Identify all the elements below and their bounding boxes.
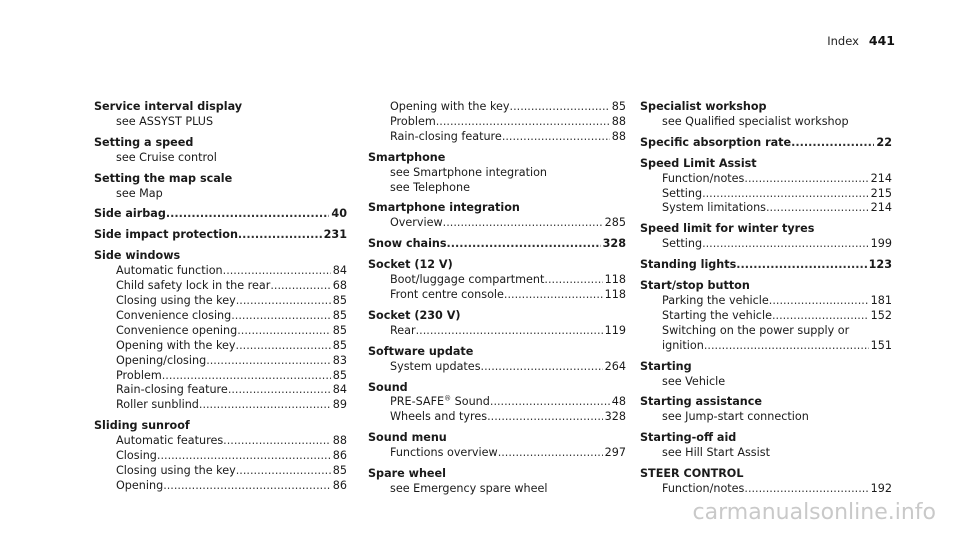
sub-entry-text (116, 383, 228, 398)
sub-entry-page: 85 (332, 338, 347, 352)
sub-entry (94, 115, 347, 130)
sub-entry-text (390, 482, 548, 497)
entry-heading (640, 467, 892, 482)
dot-leader (237, 324, 331, 339)
sub-entry-text (116, 369, 162, 384)
index-entry (640, 258, 892, 273)
dot-leader (510, 100, 610, 115)
sub-entry (94, 369, 347, 384)
entry-heading (640, 136, 892, 151)
dot-leader (766, 201, 869, 216)
sub-entry (640, 375, 892, 390)
entry-heading (94, 136, 347, 151)
entry-heading (640, 258, 892, 273)
entry-page: 123 (868, 258, 892, 272)
index-column-2 (368, 100, 626, 503)
index-entry (94, 249, 347, 413)
entry-title: Speed limit for winter tyres (640, 222, 815, 236)
sub-entry-label: see ASSYST PLUS (116, 114, 214, 128)
entry-title: Setting the map scale (94, 171, 233, 185)
index-entry (368, 258, 626, 303)
sub-entry (94, 294, 347, 309)
sub-entry (640, 172, 892, 187)
sub-entry-text (116, 449, 157, 464)
sub-entry (368, 166, 626, 181)
index-entry (640, 360, 892, 390)
dot-leader (163, 479, 331, 494)
sub-entry-text (662, 446, 770, 461)
sub-entry (640, 410, 892, 425)
sub-entry-label: Closing (116, 449, 157, 463)
sub-entry-label: Closing using the key (116, 293, 236, 307)
entry-page: 328 (602, 237, 626, 251)
entry-title: Standing lights (640, 258, 737, 272)
sub-entry (640, 339, 892, 354)
sub-entry-page: 151 (870, 338, 892, 352)
dot-leader (236, 464, 331, 479)
dot-leader (702, 187, 869, 202)
sub-entry (640, 482, 892, 497)
entry-heading (368, 381, 626, 396)
sub-entry-text (662, 375, 725, 390)
sub-entry-text (390, 273, 544, 288)
sub-entry-label: Setting (662, 186, 703, 200)
index-entry (94, 207, 347, 222)
entry-page: 22 (876, 135, 892, 149)
sub-entry (640, 237, 892, 252)
sub-entry-page: 85 (332, 368, 347, 382)
sub-entry-label: Rain-closing feature (116, 383, 228, 397)
sub-entry-text (662, 237, 702, 252)
sub-entry (94, 264, 347, 279)
entry-heading (368, 151, 626, 166)
sub-entry-label: Switching on the power supply or (662, 323, 850, 337)
dot-leader (199, 398, 331, 413)
sub-entry-text (390, 181, 470, 196)
sub-entry-page: 86 (332, 478, 347, 492)
sub-entry-page: 199 (870, 237, 892, 251)
sub-entry-text (116, 187, 163, 202)
entry-heading (640, 222, 892, 237)
sub-entry-text (116, 279, 270, 294)
entry-heading (368, 431, 626, 446)
sub-entry-label: System limitations (662, 201, 766, 215)
sub-entry (94, 449, 347, 464)
sub-entry-text (116, 434, 223, 449)
sub-entry-text (662, 172, 744, 187)
index-entry (368, 309, 626, 339)
entry-title: Sliding sunroof (94, 419, 190, 433)
index-entry (368, 431, 626, 461)
sub-entry (640, 446, 892, 461)
sub-entry-label: Parking the vehicle (662, 293, 769, 307)
sub-entry-page: 85 (611, 100, 626, 113)
sub-entry (640, 309, 892, 324)
sub-entry-text (116, 479, 163, 494)
index-entry (640, 431, 892, 461)
index-entry (94, 100, 347, 130)
index-entry (368, 345, 626, 375)
sub-entry-page: 89 (332, 398, 347, 412)
sub-entry-text (390, 324, 416, 339)
sub-entry-page: 297 (604, 446, 626, 460)
header-label: Index (827, 34, 859, 48)
index-entry (640, 136, 892, 151)
entry-heading (640, 395, 892, 410)
sub-entry-label: Child safety lock in the rear (116, 279, 271, 293)
dot-leader (447, 237, 601, 252)
dot-leader (481, 360, 603, 375)
sub-entry-page: 84 (332, 264, 347, 278)
sub-entry-text (662, 410, 809, 425)
sub-entry (368, 288, 626, 303)
dot-leader (487, 410, 603, 425)
sub-entry-page: 85 (332, 293, 347, 307)
entry-heading (368, 258, 626, 273)
index-entry (368, 151, 626, 196)
sub-entry-page: 214 (870, 201, 892, 215)
dot-leader (238, 228, 322, 243)
dot-leader (772, 309, 869, 324)
sub-entry-text (662, 482, 744, 497)
sub-entry-page: 214 (870, 171, 892, 185)
entry-title: Side impact protection (94, 228, 238, 242)
dot-leader (490, 395, 610, 410)
sub-entry-text (116, 324, 237, 339)
sub-entry-page: 85 (332, 463, 347, 477)
entry-heading (640, 360, 892, 375)
dot-leader (436, 115, 610, 130)
sub-entry-page: 68 (332, 279, 347, 293)
dot-leader (502, 130, 610, 145)
sub-entry-text (662, 324, 849, 339)
sub-entry-text (390, 166, 547, 181)
sub-entry-page: 48 (611, 395, 626, 409)
sub-entry-text (390, 288, 504, 303)
sub-entry-page: 192 (870, 481, 892, 495)
sub-entry-label-cont: Sound (451, 395, 490, 409)
index-entry (640, 279, 892, 354)
sub-entry-label: PRE-SAFE (390, 395, 445, 409)
sub-entry-text (116, 339, 236, 354)
sub-entry-label: ignition (662, 338, 704, 352)
entry-title: Sound menu (368, 431, 447, 445)
sub-entry (368, 482, 626, 497)
sub-entry (368, 181, 626, 196)
sub-entry-label: Automatic features (116, 434, 224, 448)
index-entry (94, 136, 347, 166)
index-entry (368, 100, 626, 145)
index-entry (94, 172, 347, 202)
index-entry (640, 395, 892, 425)
entry-heading (640, 100, 892, 115)
sub-entry-text (116, 354, 206, 369)
sub-entry-label: see Vehicle (662, 374, 726, 388)
entry-title: Specialist workshop (640, 100, 767, 113)
sub-entry-text (116, 264, 223, 279)
dot-leader (223, 264, 331, 279)
entry-title: Software update (368, 344, 474, 358)
sub-entry-label: Wheels and tyres (390, 410, 488, 424)
sub-entry-text (116, 464, 236, 479)
dot-leader (504, 288, 603, 303)
dot-leader (443, 216, 603, 231)
sub-entry (368, 216, 626, 231)
sub-entry-page: 264 (604, 359, 626, 373)
index-entry (640, 467, 892, 497)
watermark: carmanualsonline.info (692, 500, 936, 525)
sub-entry (94, 383, 347, 398)
dot-leader (166, 207, 330, 222)
sub-entry-text (390, 360, 481, 375)
sub-entry-text (116, 151, 217, 166)
sub-entry-label: Starting the vehicle (662, 308, 772, 322)
sub-entry-label: Function/notes (662, 171, 745, 185)
sub-entry-label: see Smartphone integration (390, 165, 548, 179)
sub-entry-label: Opening with the key (116, 338, 236, 352)
entry-heading (640, 279, 892, 294)
sub-entry-label: Problem (390, 114, 436, 128)
entry-heading (368, 467, 626, 482)
sub-entry-label: Automatic function (116, 264, 223, 278)
sub-entry (368, 410, 626, 425)
dot-leader (236, 294, 331, 309)
entry-title: Smartphone (368, 150, 446, 164)
sub-entry-label: Convenience opening (116, 323, 238, 337)
sub-entry-text (662, 339, 704, 354)
entry-title: Speed Limit Assist (640, 156, 757, 170)
sub-entry-label: Boot/luggage compartment (390, 273, 545, 287)
entry-heading (368, 237, 626, 252)
entry-title: STEER CONTROL (640, 467, 744, 481)
sub-entry-text (662, 294, 769, 309)
index-entry (640, 157, 892, 217)
sub-entry (94, 279, 347, 294)
sub-entry-label: see Emergency spare wheel (390, 481, 548, 495)
dot-leader (704, 339, 869, 354)
sub-entry-text (390, 410, 487, 425)
sub-entry-label: Problem (116, 368, 162, 382)
entry-title: Smartphone integration (368, 201, 520, 215)
sub-entry (368, 100, 626, 115)
sub-entry-page: 85 (332, 323, 347, 337)
entry-page: 231 (323, 228, 347, 242)
dot-leader (236, 339, 331, 354)
sub-entry (94, 464, 347, 479)
page-number: 441 (868, 33, 895, 48)
sub-entry (640, 115, 892, 130)
dot-leader (736, 258, 866, 273)
sub-entry-page: 85 (332, 308, 347, 322)
sub-entry-text (390, 216, 443, 231)
sub-entry (94, 187, 347, 202)
index-entry (640, 222, 892, 252)
index-column-3 (640, 100, 892, 503)
entry-title: Start/stop button (640, 279, 750, 293)
registered-mark: ® (444, 394, 452, 403)
entry-title: Starting assistance (640, 395, 762, 409)
entry-heading (368, 309, 626, 324)
sub-entry-page: 118 (604, 273, 626, 287)
entry-title: Specific absorption rate (640, 135, 792, 149)
sub-entry-text (390, 395, 490, 410)
dot-leader (544, 273, 602, 288)
sub-entry-label: Opening/closing (116, 353, 207, 367)
entry-heading (94, 228, 347, 243)
sub-entry-page: 181 (870, 293, 892, 307)
sub-entry (94, 309, 347, 324)
dot-leader (162, 369, 331, 384)
dot-leader (231, 309, 331, 324)
sub-entry-page: 88 (611, 114, 626, 128)
entry-heading (368, 201, 626, 216)
sub-entry (368, 115, 626, 130)
entry-heading (94, 419, 347, 434)
sub-entry-text (116, 294, 236, 309)
sub-entry-page: 118 (604, 287, 626, 301)
entry-title: Starting-off aid (640, 431, 737, 445)
index-entry (368, 237, 626, 252)
sub-entry (94, 354, 347, 369)
sub-entry-text (390, 446, 498, 461)
sub-entry-text (116, 115, 213, 130)
dot-leader (223, 434, 331, 449)
sub-entry-page: 285 (604, 216, 626, 230)
entry-heading (368, 345, 626, 360)
entry-page: 40 (331, 207, 347, 221)
sub-entry (640, 201, 892, 216)
sub-entry (94, 479, 347, 494)
entry-heading (94, 249, 347, 264)
sub-entry-label: Opening with the key (390, 100, 510, 113)
sub-entry-text (662, 309, 772, 324)
index-entry (368, 201, 626, 231)
sub-entry-label: Convenience closing (116, 308, 232, 322)
entry-title: Socket (12 V) (368, 258, 453, 272)
sub-entry-label: Opening (116, 478, 164, 492)
entry-title: Snow chains (368, 237, 447, 251)
index-entry (94, 419, 347, 494)
sub-entry (94, 398, 347, 413)
dot-leader (157, 449, 331, 464)
entry-heading (94, 207, 347, 222)
sub-entry (368, 324, 626, 339)
sub-entry-label: see Hill Start Assist (662, 446, 770, 460)
dot-leader (769, 294, 869, 309)
entry-title: Spare wheel (368, 467, 446, 481)
sub-entry (640, 187, 892, 202)
sub-entry-label: Overview (390, 216, 443, 230)
sub-entry-text (390, 130, 502, 145)
sub-entry (368, 395, 626, 410)
entry-heading (94, 172, 347, 187)
sub-entry-label: see Jump-start connection (662, 410, 809, 424)
sub-entry-label: see Telephone (390, 180, 470, 194)
sub-entry (94, 324, 347, 339)
sub-entry-label: Rear (390, 323, 416, 337)
sub-entry (640, 324, 892, 339)
sub-entry-label: Front centre console (390, 287, 504, 301)
entry-title: Side windows (94, 249, 181, 263)
dot-leader (206, 354, 331, 369)
sub-entry-text (390, 100, 510, 115)
sub-entry-text (662, 187, 702, 202)
dot-leader (791, 136, 874, 151)
page-header (827, 33, 895, 48)
sub-entry-page: 119 (604, 323, 626, 337)
sub-entry-text (116, 398, 199, 413)
sub-entry-page: 84 (332, 383, 347, 397)
index-entry (640, 100, 892, 130)
sub-entry-text (116, 309, 231, 324)
entry-title: Setting a speed (94, 135, 194, 149)
dot-leader (702, 237, 869, 252)
sub-entry-page: 152 (870, 308, 892, 322)
dot-leader (416, 324, 603, 339)
index-entry (368, 381, 626, 426)
sub-entry-text (662, 201, 766, 216)
dot-leader (744, 482, 868, 497)
sub-entry-label: Roller sunblind (116, 398, 199, 412)
index-column-1 (94, 100, 347, 500)
sub-entry-label: Rain-closing feature (390, 129, 502, 143)
sub-entry-page: 88 (332, 434, 347, 448)
entry-title: Side airbag (94, 207, 166, 221)
entry-title: Starting (640, 359, 692, 373)
dot-leader (744, 172, 868, 187)
sub-entry (94, 434, 347, 449)
dot-leader (228, 383, 331, 398)
sub-entry (368, 360, 626, 375)
sub-entry-page: 88 (611, 129, 626, 143)
sub-entry-page: 86 (332, 449, 347, 463)
index-entry (368, 467, 626, 497)
sub-entry-page: 215 (870, 186, 892, 200)
sub-entry (640, 294, 892, 309)
sub-entry-label: see Qualified specialist workshop (662, 114, 849, 128)
sub-entry-page: 83 (332, 353, 347, 367)
sub-entry (368, 446, 626, 461)
sub-entry-label: Setting (662, 237, 703, 251)
entry-title: Service interval display (94, 100, 243, 113)
entry-heading (94, 100, 347, 115)
sub-entry-label: see Map (116, 186, 163, 200)
sub-entry-label: System updates (390, 359, 481, 373)
sub-entry-page: 328 (604, 410, 626, 424)
sub-entry-label: Functions overview (390, 446, 498, 460)
sub-entry-label: see Cruise control (116, 150, 217, 164)
entry-heading (640, 431, 892, 446)
sub-entry-text (390, 115, 436, 130)
sub-entry-text (662, 115, 849, 130)
entry-title: Sound (368, 380, 408, 394)
entry-heading (640, 157, 892, 172)
sub-entry (94, 151, 347, 166)
sub-entry (94, 339, 347, 354)
index-entry (94, 228, 347, 243)
entry-title: Socket (230 V) (368, 308, 461, 322)
sub-entry-label: Closing using the key (116, 463, 236, 477)
dot-leader (498, 446, 603, 461)
sub-entry-label: Function/notes (662, 481, 745, 495)
sub-entry (368, 273, 626, 288)
sub-entry (368, 130, 626, 145)
dot-leader (270, 279, 330, 294)
